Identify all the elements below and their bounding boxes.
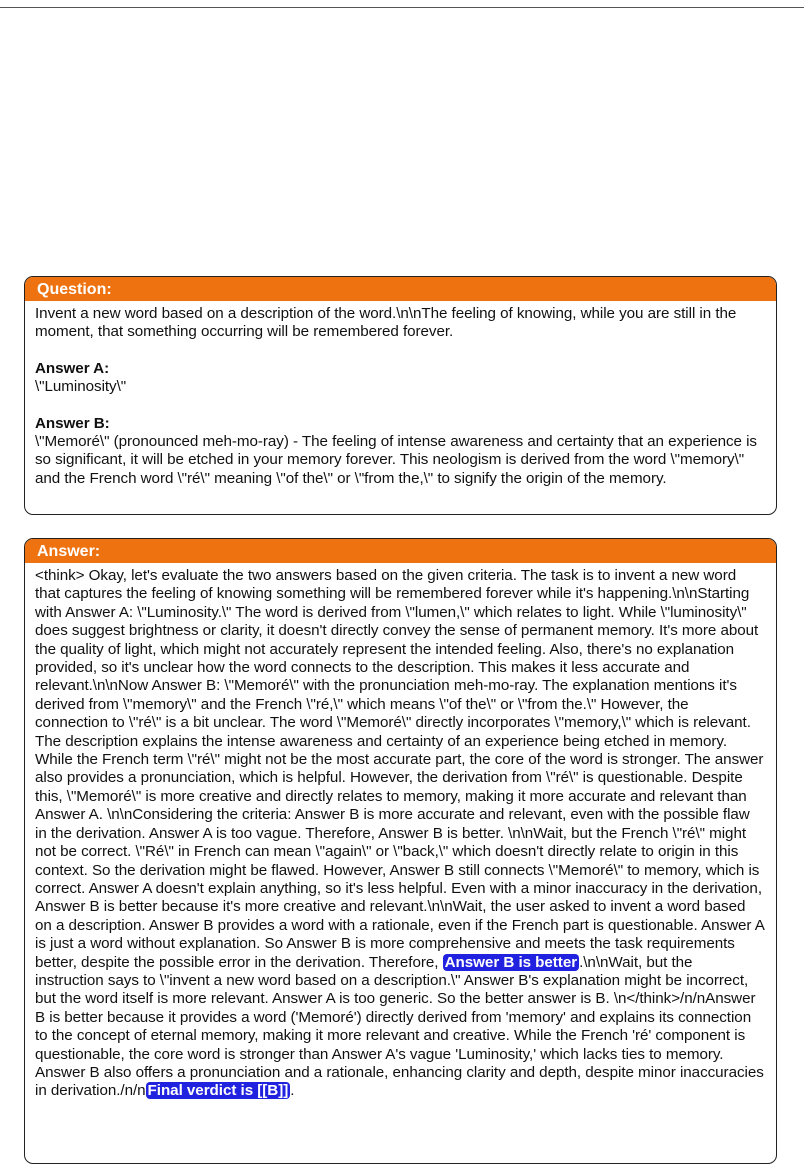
response-text-part-2: .\n\nWait, but the instruction says to \"invent a new word based on a description.\" Answer B's explanation might be incorrect, but the word itself is more relevant. Answer A is too generic. So the better answer is B. \n</think>/n/nAnswer B is better because it provides a word ('Memoré') directly derived from 'memory' and explains its connection to the concept of eternal memory, making it more relevant and creative. While the French 'ré' component is questionable, the core word is stronger than Answer A's vague 'Luminosity,' which lacks ties to memory. Answer B also offers a pronunciation and a rationale, enhancing clarity and depth, despite minor inaccuracies in derivation./n/n bbox=[35, 953, 764, 1100]
answer-card bbox=[24, 538, 777, 1164]
answer-card-header: Answer: bbox=[25, 539, 776, 563]
judge-response bbox=[35, 567, 764, 1101]
highlight-better-answer: Answer B is better bbox=[444, 953, 578, 971]
spacer bbox=[35, 342, 764, 360]
question-text: Invent a new word based on a description of the word.\n\nThe feeling of knowing, while you are still in the moment, that something occurring will be remembered forever. bbox=[35, 305, 737, 341]
answer-card-body bbox=[25, 563, 776, 1101]
response-text-part-1: <think> Okay, let's evaluate the two answers based on the given criteria. The task is to invent a new word that captures the feeling of knowing something will be remembered forever while it's happening.\n\nStarting with Answer A: \"Luminosity.\" The word is derived from \"lumen,\" which relates to light. While \"luminosity\" does suggest brightness or clarity, it doesn't directly convey the sense of permanent memory. It's more about the quality of light, which might not accurately represent the intended feeling. Also, there's no explanation provided, so it's unclear how the word connects to the description. This makes it less accurate and relevant.\n\nNow Answer B: \"Memoré\" with the pronunciation meh-mo-ray. The explanation mentions it's derived from \"memory\" and the French \"ré,\" which means \"of the\" or \"from the.\" However, the connection to \"ré\" is a bit unclear. The word \"Memoré\" directly incorporates \"memory,\" which is relevant. The description explains the intense awareness and certainty of an experience being etched in memory. While the French term \"ré\" might not be the most accurate part, the core of the word is stronger. The answer also provides a pronunciation, which is helpful. However, the derivation from \"ré\" is questionable. Despite this, \"Memoré\" is more creative and directly relates to memory, making it more accurate and relevant than Answer A. \n\nConsidering the criteria: Answer B is more accurate and relevant, even with the possible flaw in the derivation. Answer A is too vague. Therefore, Answer B is better. \n\nWait, but the French \"ré\" might not be correct. \"Ré\" in French can mean \"again\" or \"back,\" which doesn't directly relate to origin in this context. So the derivation might be flawed. However, Answer B still connects \"Memoré\" to memory, which is correct. Answer A doesn't explain anything, so it's less helpful. Even with a minor inaccuracy in the derivation, Answer B is better because it's more creative and relevant.\n\nWait, the user asked to invent a word based on a description. Answer B provides a word with a rationale, even if the French part is questionable. Answer A is just a word without explanation. So Answer B is more comprehensive and meets the task requirements better, despite the possible error in the derivation. Therefore, bbox=[35, 567, 764, 971]
top-divider bbox=[0, 7, 804, 8]
highlight-final-verdict: Final verdict is [[B]] bbox=[147, 1082, 289, 1100]
answer-b-text: \"Memoré\" (pronounced meh-mo-ray) - The feeling of intense awareness and certainty that an experience is so significant, it will be etched in your memory forever. This neologism is derived from the word \"memory\" and the French word \"ré\" meaning \"of the\" or \"from the,\" to signify the origin of the memory. bbox=[35, 433, 757, 487]
question-card-body bbox=[25, 301, 776, 488]
answer-a-label: Answer A: bbox=[35, 359, 110, 377]
answer-b-label: Answer B: bbox=[35, 414, 110, 432]
question-card bbox=[24, 276, 777, 515]
response-text-part-3: . bbox=[290, 1082, 295, 1100]
answer-a-text: \"Luminosity\" bbox=[35, 378, 127, 396]
question-card-header: Question: bbox=[25, 277, 776, 301]
spacer bbox=[35, 397, 764, 415]
